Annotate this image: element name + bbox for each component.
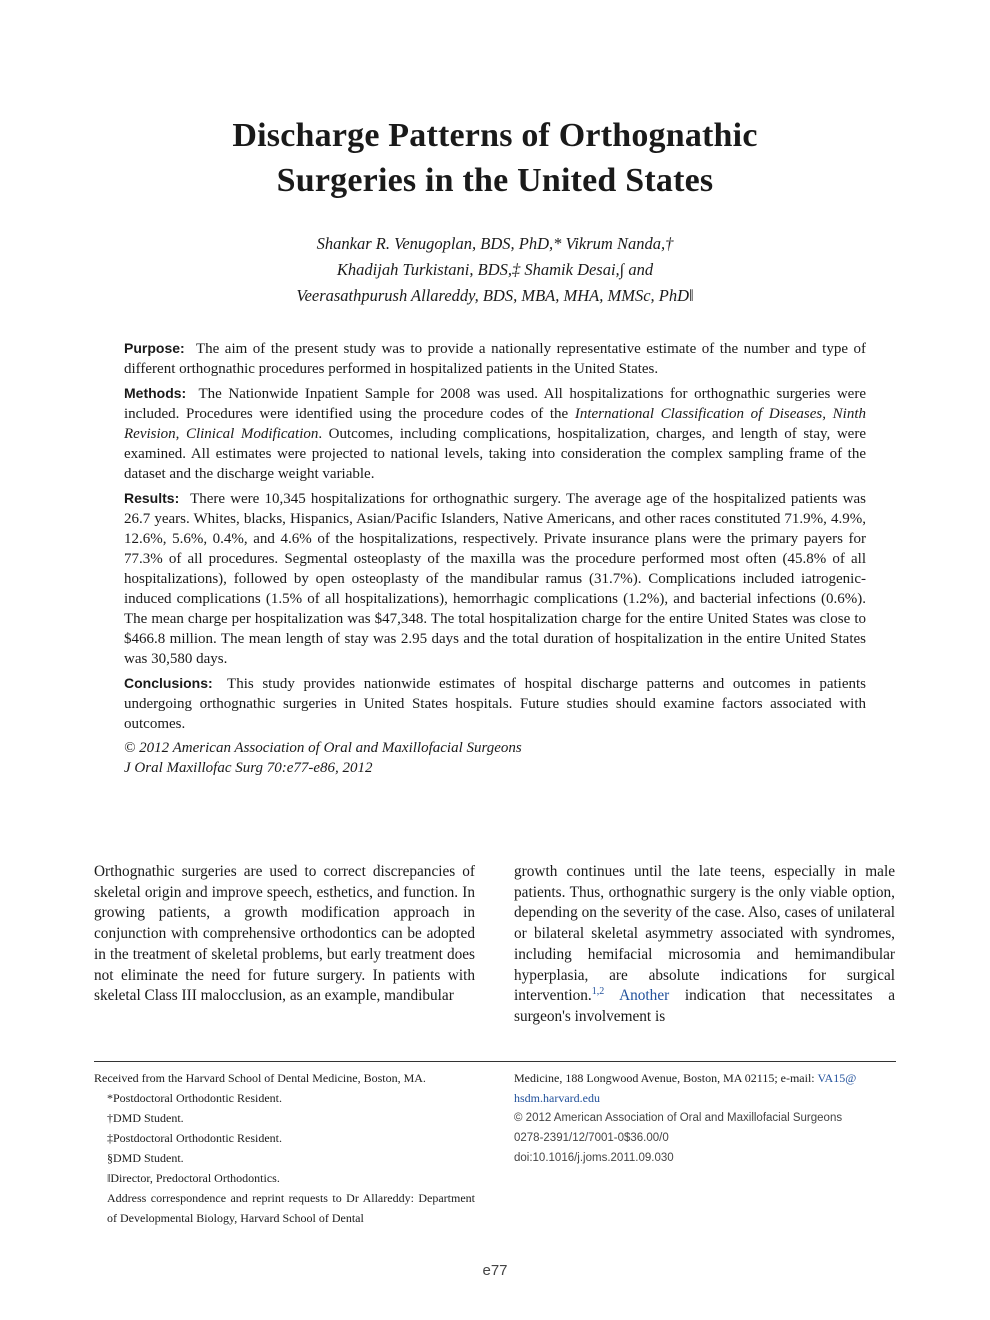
results-text: There were 10,345 hospitalizations for orthognathic surgery. The average age of the hospitalized patients was 26.7 years. Whites, blacks, Hispanics, Asian/Pacific Islanders, Native Americans, and other races constituted 71.9%, 4.9%, 12.6%, 5.6%, 0.4%, and 4.6% of the hospitalizations, respectively. Private insurance plans were the primary payers for 77.3% of all procedures. Segmental osteoplasty of the maxilla was the procedure performed most often (45.8% of all hospitalizations), followed by open osteoplasty of the mandibular ramus (31.7%). Complications included iatrogenic-induced complications (1.5% of all hospitalizations), hemorrhagic complications (1.2%), and bacterial infections (0.6%). The mean charge per hospitalization was $47,348. The total hospitalization charge for the entire United States was close to $466.8 million. The mean length of stay was 2.95 days and the total duration of hospitalization in the entire United States was 30,580 days.: [124, 491, 866, 667]
body-right-text-cont: indication that necessitates a surgeon's involvement is: [514, 987, 895, 1025]
affiliation-note-2: †DMD Student.: [107, 1111, 184, 1125]
body-paragraph-right: [514, 862, 895, 1028]
address-cont: Medicine, 188 Longwood Avenue, Boston, MA 02115; e-mail:: [514, 1071, 815, 1085]
affiliation-note-5: ‖Director, Predoctoral Orthodontics.: [107, 1171, 280, 1185]
abstract-conclusions: [124, 673, 866, 734]
methods-label: Methods:: [124, 385, 187, 401]
authors-line-2: Khadijah Turkistani, BDS,‡ Shamik Desai,∫ and: [336, 260, 654, 279]
methods-text-cont: . Outcomes, including complications, hospitalization, charges, and length of stay, were examined. All estimates were projected to national levels, taking into consideration the complex sampling frame of the dataset and the discharge weight variable.: [124, 426, 866, 482]
reference-link[interactable]: 1,2: [591, 986, 605, 998]
title-line-1: Discharge Patterns of Orthognathic: [232, 117, 758, 154]
footer-copyright: © 2012 American Association of Oral and Maxillofacial Surgeons: [514, 1112, 843, 1124]
abstract: [124, 338, 866, 778]
methods-text: The Nationwide Inpatient Sample for 2008 was used. All hospitalizations for orthognathic surgeries were included. Procedures were identified using the procedure codes of the: [124, 386, 866, 422]
abstract-purpose: [124, 338, 866, 379]
conclusions-text: This study provides nationwide estimates of hospital discharge patterns and outcomes in patients undergoing orthognathic surgeries in United States hospitals. Future studies should examine factors associated with outcomes.: [124, 676, 866, 732]
correspondence-note-cont: [514, 1068, 895, 1088]
results-label: Results:: [124, 490, 180, 506]
journal-citation: J Oral Maxillofac Surg 70:e77-e86, 2012: [124, 760, 373, 776]
authors-line-3: Veerasathpurush Allareddy, BDS, MBA, MHA, MMSc, PhD‖: [296, 286, 694, 305]
abstract-results: [124, 488, 866, 669]
title-line-2: Surgeries in the United States: [276, 162, 714, 199]
affiliation-note-3: ‡Postdoctoral Orthodontic Resident.: [107, 1131, 282, 1145]
purpose-label: Purpose:: [124, 340, 185, 356]
correspondence-note: Address correspondence and reprint requests to Dr Allareddy: Department of Developmental Biology, Harvard School of Dental: [107, 1191, 475, 1225]
footnote-divider: [94, 1061, 896, 1062]
email-link-part-1[interactable]: VA15@: [817, 1071, 857, 1085]
body-column-left: [94, 862, 475, 1007]
author-list: [0, 231, 990, 309]
authors-line-1: Shankar R. Venugoplan, BDS, PhD,* Vikrum Nanda,†: [316, 234, 674, 253]
article-title: [0, 113, 990, 203]
received-note: Received from the Harvard School of Dental Medicine, Boston, MA.: [94, 1071, 426, 1085]
email-link-part-2[interactable]: hsdm.harvard.edu: [514, 1091, 600, 1105]
body-right-text: growth continues until the late teens, especially in male patients. Thus, orthognathic surgery is the only viable option, depending on the severity of the case. Also, cases of unilateral or bilateral skeletal asymmetry associated with syndromes, including hemifacial microsomia and hemimandibular hyperplasia, are absolute indications for surgical intervention.: [514, 863, 895, 1005]
body-column-right: [514, 862, 895, 1028]
body-paragraph-left: Orthognathic surgeries are used to correct discrepancies of skeletal origin and improve speech, esthetics, and function. In growing patients, a growth modification approach in conjunction with comprehensive orthodontics can be adopted in the treatment of skeletal problems, but early treatment does not eliminate the need for future surgery. In patients with skeletal Class III malocclusion, as an example, mandibular: [94, 863, 475, 1005]
abstract-methods: [124, 383, 866, 484]
body-right-linked-text: Another: [604, 987, 670, 1005]
purpose-text: The aim of the present study was to provide a nationally representative estimate of the number and type of different orthognathic procedures performed in hospitalized patients in the United States.: [124, 341, 866, 377]
issn-code: 0278-2391/12/7001-0$36.00/0: [514, 1132, 669, 1144]
affiliation-note-1: *Postdoctoral Orthodontic Resident.: [107, 1091, 282, 1105]
doi[interactable]: doi:10.1016/j.joms.2011.09.030: [514, 1152, 674, 1164]
methods-icd-title: International Classification of Diseases, Ninth Revision, Clinical Modification: [124, 406, 866, 442]
footnotes-right: [514, 1068, 895, 1168]
footnotes-left: [94, 1068, 475, 1228]
conclusions-label: Conclusions:: [124, 675, 213, 691]
abstract-copyright: © 2012 American Association of Oral and Maxillofacial Surgeons: [124, 740, 522, 756]
page-number: e77: [482, 1262, 508, 1279]
affiliation-note-4: §DMD Student.: [107, 1151, 184, 1165]
